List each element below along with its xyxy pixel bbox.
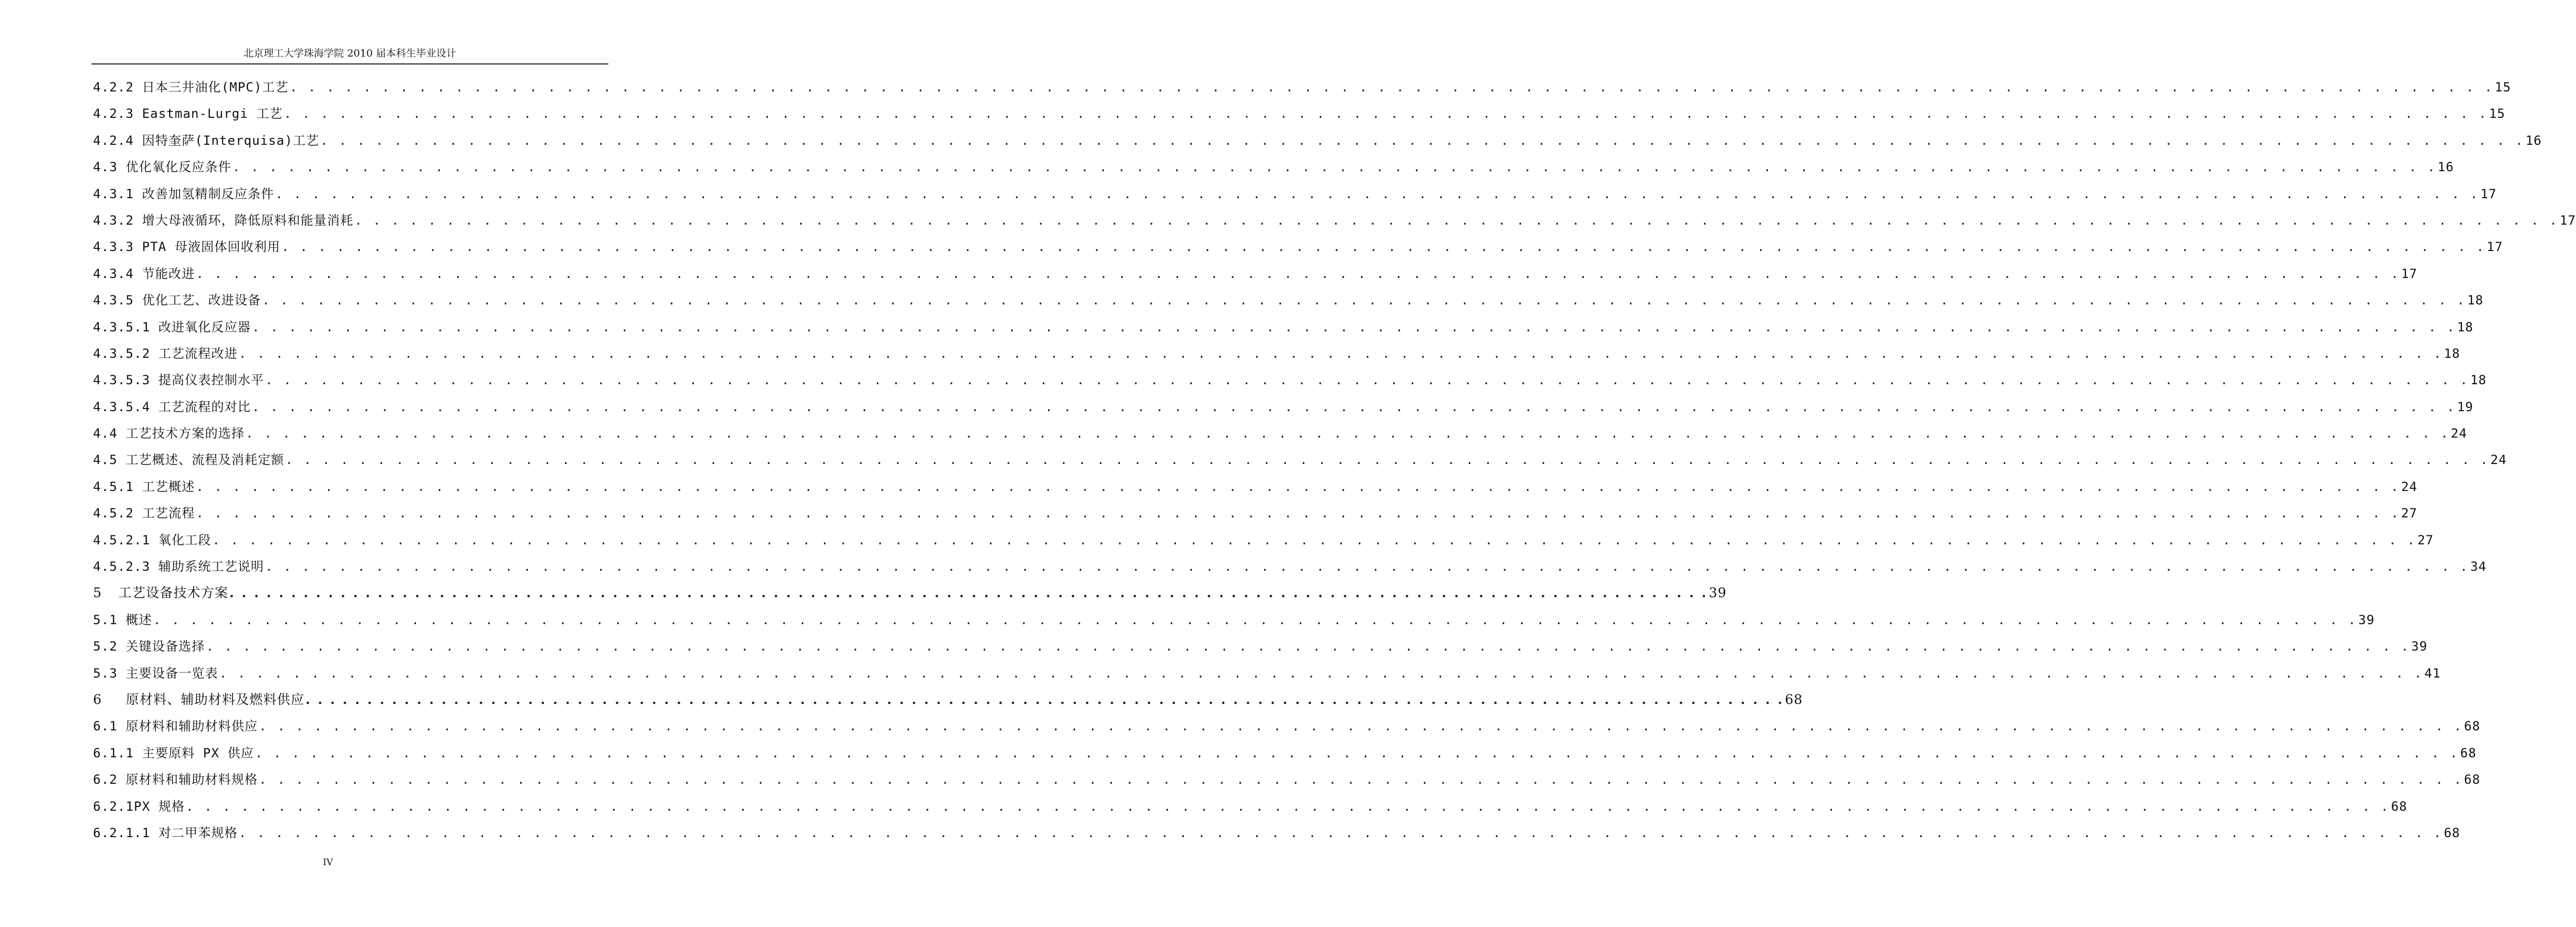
toc-leader-dots: . . . . . . . . . . . . . . . . . . . . . . . . . . . . . . . . . . . . . . . . . . . . . . . . . . . . . . . . . . . . . . . . . . . . . . . . . . . . . . . . . . . . . . . . . . . . . . . . . . . . . . . . . . . . . . . . . . . . . . . . — [281, 239, 2486, 255]
toc-page-number: 39 — [2411, 639, 2428, 654]
toc-entry[interactable] — [93, 743, 2477, 769]
toc-entry-label: 4.5.2 工艺流程 — [93, 506, 195, 521]
toc-page-number: 18 — [2467, 293, 2484, 308]
toc-entry[interactable] — [93, 77, 2512, 103]
toc-leader-dots: . . . . . . . . . . . . . . . . . . . . . . . . . . . . . . . . . . . . . . . . . . . . . . . . . . . . . . . . . . . . . . . . . . . . . . . . . . . . . . . . . . . . . . . . . . . . . . . . . . . . . . . . . . . . . . . . . . . . . . . . — [196, 479, 2401, 494]
toc-page-number: 24 — [2401, 479, 2417, 494]
toc-entry[interactable] — [93, 530, 2434, 556]
toc-entry-label: 5.1 概述 — [93, 612, 152, 627]
header-title: 北京理工大学珠海学院 2010 届本科生毕业设计 — [243, 48, 457, 59]
toc-leader-dots: . . . . . . . . . . . . . . . . . . . . . . . . . . . . . . . . . . . . . . . . . . . . . . . . . . . . . . . . . . . . . . . . . . . . . . . . . . . . . . . . . . . . . . . . . . . . . . . . . . . . . . . . . . . . . . . . . . . . . . . . — [275, 186, 2480, 201]
toc-entry-label: 4.3.5.2 工艺流程改进 — [93, 346, 238, 361]
toc-entry-label: 4.5.2.3 辅助系统工艺说明 — [93, 559, 264, 574]
toc-page-number: 68 — [2464, 719, 2481, 734]
toc-entry-label: 4.3.1 改善加氢精制反应条件 — [93, 186, 274, 201]
toc-leader-dots: . . . . . . . . . . . . . . . . . . . . . . . . . . . . . . . . . . . . . . . . . . . . . . . . . . . . . . . . . . . . . . . . . . . . . . . . . . . . . . . . . . . . . . . . . . . . . . . . . . . . . . . . . . . . . . . . . . . . . . . . — [219, 665, 2424, 681]
toc-entry[interactable] — [93, 822, 2460, 849]
toc-page-number: 15 — [2495, 80, 2512, 95]
toc-entry-label: 4.3.4 节能改进 — [93, 266, 195, 281]
toc-page-number: 18 — [2470, 373, 2487, 388]
toc-entry-label: 4.5.2.1 氧化工段 — [93, 532, 211, 548]
table-of-contents — [93, 77, 2576, 849]
toc-page-number: 27 — [2417, 532, 2434, 548]
toc-page-number: 68 — [2460, 745, 2477, 761]
toc-page-number: 17 — [2486, 239, 2503, 255]
toc-page-number: 24 — [2490, 452, 2507, 468]
toc-chapter-entry[interactable] — [93, 689, 1803, 716]
toc-page-number: 18 — [2457, 319, 2473, 335]
toc-entry[interactable] — [93, 369, 2487, 396]
toc-entry-label: 6.1 原材料和辅助材料供应 — [93, 719, 258, 734]
toc-leader-dots: . . . . . . . . . . . . . . . . . . . . . . . . . . . . . . . . . . . . . . . . . . . . . . . . . . . . . . . . . . . . . . . . . . . . . . . . . . . . . . . . . . . . . . . . . . . . . . . . . . . . . . . . . . . . . . . . . . . . . . . . — [206, 639, 2411, 654]
toc-page-number: 39 — [2358, 612, 2375, 627]
toc-leader-dots: . . . . . . . . . . . . . . . . . . . . . . . . . . . . . . . . . . . . . . . . . . . . . . . . . . . . . . . . . . . . . . . . . . . . . . . . . . . . . . . . . . . . . . . . . . . . . . . . . . . . . . . . . . . . . . . . . . . . . . . . — [232, 160, 2437, 175]
toc-leader-dots: . . . . . . . . . . . . . . . . . . . . . . . . . . . . . . . . . . . . . . . . . . . . . . . . . . . . . . . . . . . . . . . . . . . . . . . . . . . . . . . . . . . . . . . . . . . . . . . . . . . . . . . . . . . . . . . . . . . . . . . . — [153, 612, 2358, 627]
toc-entry-label: 4.3 优化氧化反应条件 — [93, 160, 231, 175]
toc-chapter-title: 工艺设备技术方案 — [118, 585, 229, 601]
toc-entry[interactable] — [93, 343, 2460, 369]
toc-entry[interactable] — [93, 156, 2454, 183]
toc-leader-dots: . . . . . . . . . . . . . . . . . . . . . . . . . . . . . . . . . . . . . . . . . . . . . . . . . . . . . . . . . . . . . . . . . . . . . . . . . . . . . . . . . . . . . . . . . . . . . . . . . . . . . . . . . . . . . . . . . . . . . . . . — [320, 133, 2525, 148]
toc-leader-dots: . . . . . . . . . . . . . . . . . . . . . . . . . . . . . . . . . . . . . . . . . . . . . . . . . . . . . . . . . . . . . . . . . . . . . . . . . . . . . . . . . . . . . . . . . . . . . . . . . . . . . . . . . . . . . . . . . . . . . . . . — [265, 559, 2469, 574]
toc-entry-label: 4.3.2 增大母液循环，降低原料和能量消耗 — [93, 212, 354, 228]
toc-entry-label: 4.2.3 Eastman-Lurgi 工艺 — [93, 106, 283, 122]
toc-entry[interactable] — [93, 449, 2507, 476]
toc-entry[interactable] — [93, 609, 2375, 636]
toc-entry-label: 4.3.5 优化工艺、改进设备 — [93, 293, 261, 308]
toc-entry[interactable] — [93, 556, 2487, 582]
toc-leader-dots: . . . . . . . . . . . . . . . . . . . . . . . . . . . . . . . . . . . . . . . . . . . . . . . . . . . . . . . . . . . . . . . . . . . . . . . . . . . . . . . . . . . . . . . . . . . . . . . . . . . . . . . . . . . . . . . . . . . . . . . . — [285, 452, 2490, 468]
toc-page-number: 17 — [2560, 212, 2576, 228]
page-header — [91, 47, 608, 64]
toc-entry[interactable] — [93, 210, 2576, 236]
toc-leader-dots: . . . . . . . . . . . . . . . . . . . . . . . . . . . . . . . . . . . . . . . . . . . . . . . . . . . . . . . . . . . . . . . . . . . . . . . . . . . . . . . . . . . . . . . . . . . . . . . . . . . . . . . . . . . . . . . . . . . . . . . . — [245, 426, 2450, 441]
toc-entry-label: 5.2 关键设备选择 — [93, 639, 205, 654]
toc-page-number: 17 — [2401, 266, 2417, 281]
toc-page-number: 68 — [2464, 772, 2481, 787]
toc-page-number: 15 — [2489, 106, 2506, 122]
toc-page-number: 16 — [2438, 160, 2454, 175]
toc-leader-dots: . . . . . . . . . . . . . . . . . . . . . . . . . . . . . . . . . . . . . . . . . . . . . . . . . . . . . . . . . . . . . . . . . . . . . . . . . . . . . . . . . . . . . . . . . . . . . . . . . . . . . . . . . . . . . . . . . . . . . . . . — [238, 825, 2443, 840]
toc-leader-dots: . . . . . . . . . . . . . . . . . . . . . . . . . . . . . . . . . . . . . . . . . . . . . . . . . . . . . . . . . . . . . . . . . . . . . . . . . . . . . . . . . . . . . . . . . . . . . . . . . . . . . . . . . . . . . . . . . . . . . . . . — [186, 799, 2390, 814]
toc-chapter-label — [93, 689, 304, 708]
toc-entry[interactable] — [93, 130, 2542, 156]
toc-page-number: 19 — [2457, 399, 2473, 414]
toc-page-number: 68 — [2443, 825, 2460, 840]
toc-leader-dots: . . . . . . . . . . . . . . . . . . . . . . . . . . . . . . . . . . . . . . . . . . . . . . . . . . . . . . . . . . . . . . . . . . . . . . . . . . . . . . . . . . . . . . . . . . . . . . . . . . . . . . . . . . . . . . . . . . . . . . . . — [238, 346, 2443, 361]
toc-entry[interactable] — [93, 290, 2484, 316]
toc-entry[interactable] — [93, 103, 2506, 129]
toc-entry[interactable] — [93, 796, 2407, 822]
toc-entry-label: 4.5 工艺概述、流程及消耗定额 — [93, 452, 284, 468]
toc-chapter-label — [93, 582, 228, 601]
toc-entry-label: 6.2.1.1 对二甲苯规格 — [93, 825, 238, 840]
toc-entry-label: 6.2 原材料和辅助材料规格 — [93, 772, 258, 787]
toc-leader-dots: . . . . . . . . . . . . . . . . . . . . . . . . . . . . . . . . . . . . . . . . . . . . . . . . . . . . . . . . . . . . . . . . . . . . . . . . . . . . . . . . . . . . . . . . . . . . . . . . . . . . . . . . . . . . . . . . . . . . . . . . — [252, 319, 2456, 335]
toc-leader-dots: . . . . . . . . . . . . . . . . . . . . . . . . . . . . . . . . . . . . . . . . . . . . . . . . . . . . . . . . . . . . . . . . . . . . . . . . . . . . . . . . . . . . . . . . . . . . . . . . . . . . . . . . . . . . . . . . . . . . . . . . — [283, 106, 2488, 122]
toc-leader-dots: . . . . . . . . . . . . . . . . . . . . . . . . . . . . . . . . . . . . . . . . . . . . . . . . . . . . . . . . . . . . . . . . . . . . . . . . . . . . . . . . . . . . . . . . . . . . . . . . . . . . . . . . . . . . . . . . . . . . . . . . — [305, 691, 1784, 707]
toc-entry[interactable] — [93, 317, 2473, 343]
toc-page-number: 27 — [2401, 506, 2417, 521]
toc-page-number: 39 — [1709, 585, 1727, 601]
toc-chapter-number: 5 — [93, 585, 102, 601]
toc-leader-dots: . . . . . . . . . . . . . . . . . . . . . . . . . . . . . . . . . . . . . . . . . . . . . . . . . . . . . . . . . . . . . . . . . . . . . . . . . . . . . . . . . . . . . . . . . . . . . . . . . . . . . . . . . . . . . . . . . . . . . . . . — [196, 266, 2401, 281]
toc-entry-label: 4.3.5.3 提高仪表控制水平 — [93, 373, 264, 388]
toc-entry-label: 4.3.5.4 工艺流程的对比 — [93, 399, 251, 414]
toc-page-number: 18 — [2443, 346, 2460, 361]
toc-leader-dots: . . . . . . . . . . . . . . . . . . . . . . . . . . . . . . . . . . . . . . . . . . . . . . . . . . . . . . . . . . . . . . . . . . . . . . . . . . . . . . . . . . . . . . . . . . . . . . . . . . . . . . . . . . . . . . . . . . . . . . . . — [229, 585, 1708, 601]
toc-page-number: 41 — [2424, 665, 2441, 681]
toc-entry-label: 4.2.4 因特奎萨(Interquisa)工艺 — [93, 133, 320, 148]
toc-chapter-number: 6 — [93, 691, 102, 707]
toc-entry[interactable] — [93, 183, 2497, 210]
toc-page-number: 68 — [1785, 691, 1803, 707]
toc-entry-label: 5.3 主要设备一览表 — [93, 665, 218, 681]
page-footer — [0, 857, 656, 868]
toc-entry-label: 6.1.1 主要原料 PX 供应 — [93, 745, 254, 761]
toc-entry[interactable] — [93, 636, 2428, 662]
toc-page-number: 24 — [2451, 426, 2468, 441]
toc-entry[interactable] — [93, 236, 2503, 263]
toc-entry[interactable] — [93, 476, 2417, 503]
toc-leader-dots: . . . . . . . . . . . . . . . . . . . . . . . . . . . . . . . . . . . . . . . . . . . . . . . . . . . . . . . . . . . . . . . . . . . . . . . . . . . . . . . . . . . . . . . . . . . . . . . . . . . . . . . . . . . . . . . . . . . . . . . . — [265, 373, 2469, 388]
toc-page-number: 34 — [2470, 559, 2487, 574]
toc-entry-label: 4.3.3 PTA 母液固体回收利用 — [93, 239, 281, 255]
toc-entry[interactable] — [93, 663, 2441, 689]
toc-entry[interactable] — [93, 503, 2417, 529]
toc-leader-dots: . . . . . . . . . . . . . . . . . . . . . . . . . . . . . . . . . . . . . . . . . . . . . . . . . . . . . . . . . . . . . . . . . . . . . . . . . . . . . . . . . . . . . . . . . . . . . . . . . . . . . . . . . . . . . . . . . . . . . . . . — [258, 772, 2463, 787]
toc-leader-dots: . . . . . . . . . . . . . . . . . . . . . . . . . . . . . . . . . . . . . . . . . . . . . . . . . . . . . . . . . . . . . . . . . . . . . . . . . . . . . . . . . . . . . . . . . . . . . . . . . . . . . . . . . . . . . . . . . . . . . . . . — [255, 745, 2459, 761]
toc-entry-label: 6.2.1PX 规格 — [93, 799, 185, 814]
toc-chapter-entry[interactable] — [93, 582, 1727, 609]
toc-entry-label: 4.3.5.1 改进氧化反应器 — [93, 319, 251, 335]
toc-entry[interactable] — [93, 716, 2481, 742]
toc-entry[interactable] — [93, 769, 2481, 795]
toc-leader-dots: . . . . . . . . . . . . . . . . . . . . . . . . . . . . . . . . . . . . . . . . . . . . . . . . . . . . . . . . . . . . . . . . . . . . . . . . . . . . . . . . . . . . . . . . . . . . . . . . . . . . . . . . . . . . . . . . . . . . . . . . — [262, 293, 2467, 308]
toc-page-number: 68 — [2390, 799, 2407, 814]
page-number: IV — [323, 857, 333, 868]
toc-page-number: 16 — [2525, 133, 2542, 148]
toc-leader-dots: . . . . . . . . . . . . . . . . . . . . . . . . . . . . . . . . . . . . . . . . . . . . . . . . . . . . . . . . . . . . . . . . . . . . . . . . . . . . . . . . . . . . . . . . . . . . . . . . . . . . . . . . . . . . . . . . . . . . . . . . — [289, 80, 2494, 95]
toc-leader-dots: . . . . . . . . . . . . . . . . . . . . . . . . . . . . . . . . . . . . . . . . . . . . . . . . . . . . . . . . . . . . . . . . . . . . . . . . . . . . . . . . . . . . . . . . . . . . . . . . . . . . . . . . . . . . . . . . . . . . . . . . — [196, 506, 2401, 521]
toc-entry-label: 4.2.2 日本三井油化(MPC)工艺 — [93, 80, 289, 95]
toc-entry[interactable] — [93, 263, 2417, 290]
toc-leader-dots: . . . . . . . . . . . . . . . . . . . . . . . . . . . . . . . . . . . . . . . . . . . . . . . . . . . . . . . . . . . . . . . . . . . . . . . . . . . . . . . . . . . . . . . . . . . . . . . . . . . . . . . . . . . . . . . . . . . . . . . . — [354, 212, 2559, 228]
toc-leader-dots: . . . . . . . . . . . . . . . . . . . . . . . . . . . . . . . . . . . . . . . . . . . . . . . . . . . . . . . . . . . . . . . . . . . . . . . . . . . . . . . . . . . . . . . . . . . . . . . . . . . . . . . . . . . . . . . . . . . . . . . . — [212, 532, 2416, 548]
toc-leader-dots: . . . . . . . . . . . . . . . . . . . . . . . . . . . . . . . . . . . . . . . . . . . . . . . . . . . . . . . . . . . . . . . . . . . . . . . . . . . . . . . . . . . . . . . . . . . . . . . . . . . . . . . . . . . . . . . . . . . . . . . . — [252, 399, 2456, 414]
toc-entry[interactable] — [93, 423, 2468, 449]
toc-page-number: 17 — [2480, 186, 2497, 201]
toc-leader-dots: . . . . . . . . . . . . . . . . . . . . . . . . . . . . . . . . . . . . . . . . . . . . . . . . . . . . . . . . . . . . . . . . . . . . . . . . . . . . . . . . . . . . . . . . . . . . . . . . . . . . . . . . . . . . . . . . . . . . . . . . — [258, 719, 2463, 734]
toc-entry-label: 4.4 工艺技术方案的选择 — [93, 426, 245, 441]
toc-entry-label: 4.5.1 工艺概述 — [93, 479, 195, 494]
toc-chapter-title: 原材料、辅助材料及燃料供应 — [126, 691, 305, 707]
toc-entry[interactable] — [93, 396, 2473, 423]
